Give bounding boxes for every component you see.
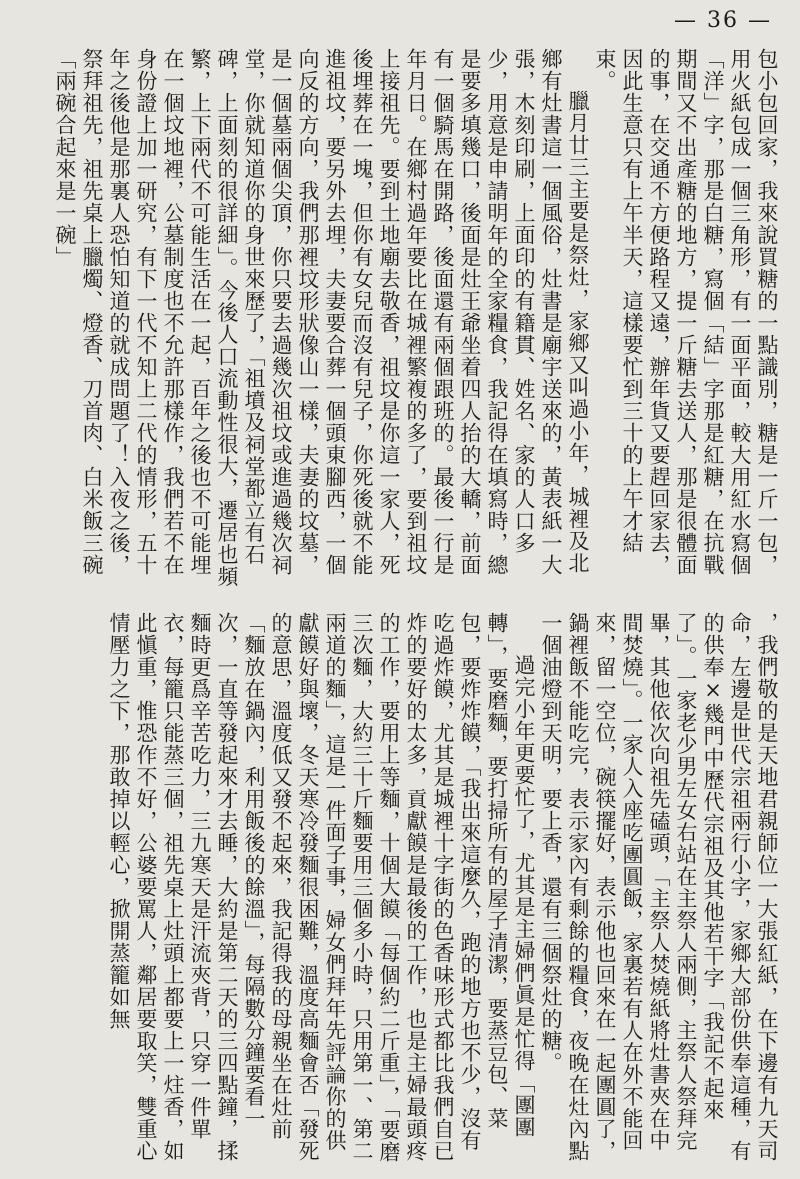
paragraph-sugar: 包小包回家，我來說買糖的一點識別，糖是一斤一包，用火紙包成一個三角形，有一面平面，較大用紅水寫個「洋」字，那是白糖，寫個「結」字那是紅糖，在抗戰期間又不出產糖的地方，提一斤糖去送人，那是很體面的事，在交通不方便路程又遠，辦年貨又要趕回家去，因此生意只有上午半天，這樣要忙到三十的上午才結束。 [593,48,779,576]
top-text-block [10,48,780,588]
paragraph-ancestor-worship: ，我們敬的是天地君親師位一大張紅紙，在下邊有九天司命，左邊是世代宗祖兩行小字，家鄉大部份供奉這種，有的供奉×幾門中歷代宗祖及其他若干字「我記不起來了」。一家老少男左女右站在主祭人兩側，主祭人祭拜完畢，其他依次向祖先磕頭，「主祭人焚燒紙將灶書夾在中間焚燒」。一家人入座吃團圓飯，家裏若有人在外不能回來，留一空位，碗筷擺好，表示他也回來在一起團圓了，鍋裡飯不能吃完，表示家內有剩餘的糧食，夜晚在灶內點一個油燈到天明，要上香，還有三個祭灶的糖。 [539,612,779,1162]
paragraph-kitchen-god: 臘月廿三主要是祭灶，家鄉又叫過小年，城裡及北鄉有灶書這一個風俗，灶書是廟宇送來的，黃表紙一大張，木刻印刷，上面印的有籍貫、姓名、家的人口多少，用意是申請明年的全家糧食，我記得在填寫時，總是要多填幾口，後面是灶王爺坐着四人抬的大轎，前面有一個騎馬在開路，後面還有兩個跟班的。最後一行是年月日。在鄉村過年要比在城裡繁複的多了，要到祖坟上接祖先。要到土地廟去敬香，祖坟是你這一家人，死後埋葬在一塊，但你有女兒而沒有兒子，你死後就不能進祖坟，要另外去埋，夫妻要合葬一個頭東腳西，一個向反的方向，我們那裡坟形狀像山一樣，夫妻的坟墓，是一個墓兩個尖頂，你只要去過幾次祖坟或進過幾次祠堂，你就知道你的身世來歷了，「祖墳及祠堂都立有石碑，上面刻的很詳細」。今後人口流動性很大，遷居也頻繁，上下兩代不可能生活在一起，百年之後也不可能埋在一個坟地裡，公墓制度也不允許那樣作，我們若不在身份證上加一研究，有下一代不知上二代的情形，五十年之後他是那裏人恐怕知道的就成問題了！入夜之後，祭拜祖先，祖先桌上臘燭、燈香、刀首肉、白米飯三碗「兩碗合起來是一碗」 [53,48,590,588]
bottom-text-block [10,612,780,1164]
block-separator [10,598,790,599]
paragraph-new-year-cooking: 過完小年更要忙了，尤其是主婦們眞是忙得「團團轉」，要磨麵，要打掃所有的屋子清潔，要蒸豆包、菜包，要炸炸饃，「我出來這麼久，跑的地方也不少，沒有吃過炸饃，尤其是城裡十字街的色香味形式都比我們自已炸的要好的太多，貢獻饃是最後的工作，也是主婦最頭疼的工作，要用上等麵，十個大饃「每個約二斤重」，「要磨三次麵，大約三十斤麵要用三個多小時，只用第一、第二兩道的麵」，這是一件面子事，婦女們拜年先評論你的供獻饃好與壞，冬天寒冷發麵很困難，溫度高麵會否「發死的意思，溫度低又發不起來，我記得我的母親坐在灶前「麵放在鍋內，利用飯後的餘溫」，每隔數分鐘要看一次，一直等發起來才去睡，大約是第二天的三四點鐘，揉麵時更爲辛苦吃力，三九寒天是汗流夾背，只穿一件單衣，每籠只能蒸三個，祖先桌上灶頭上都要上一炷香，如此愼重，惟恐作不好，公婆要罵人，鄰居要取笑，雙重心情壓力之下，那敢掉以輕心，掀開蒸籠如無 [107,612,536,1163]
page-number: — 36 — [674,8,772,33]
